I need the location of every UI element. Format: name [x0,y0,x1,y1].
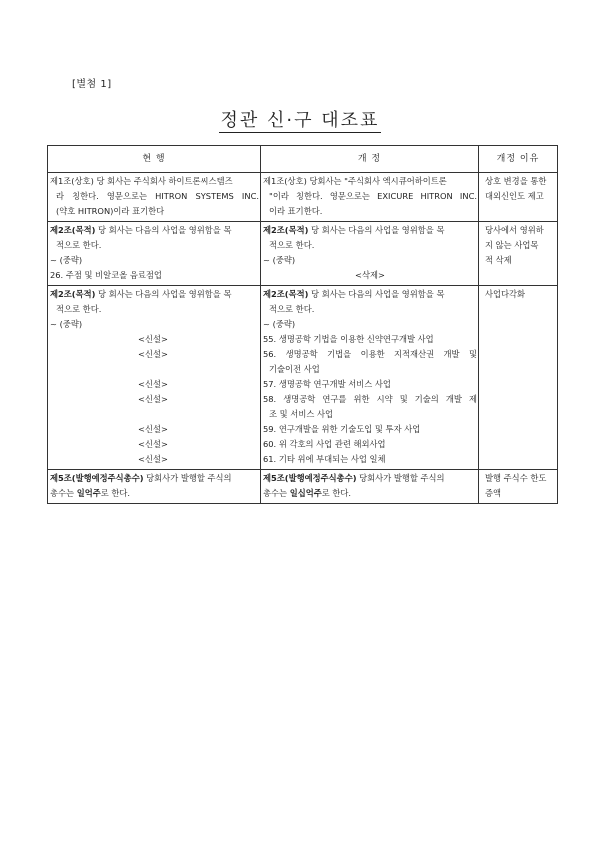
reason-text: 사업다각화 [485,289,526,299]
revised-text: 당회사가 발행할 주식의 [356,473,445,483]
current-cell [48,286,261,470]
omission-text: ~ (중략) [263,255,296,265]
deleted-label: <삭제> [355,270,385,280]
attachment-label: [별첨 1] [72,79,112,90]
current-text: 총수는 [50,488,77,498]
new-label: <신설> [138,379,168,389]
header-revised: 개 정 [261,146,479,173]
reason-cell [479,222,558,286]
list-item: 61. 기타 위에 부대되는 사업 일체 [263,454,386,464]
omission-text: ~ (중략) [50,319,83,329]
revised-text: "이라 칭한다. 영문으로는 EXICURE HITRON INC. [269,191,477,201]
reason-text: 대외신인도 제고 [485,191,544,201]
current-cell [48,222,261,286]
new-label: <신설> [138,424,168,434]
new-label: <신설> [138,439,168,449]
header-reason: 개정 이유 [479,146,558,173]
current-text: 제1조(상호) 당 회사는 주식회사 하이트론씨스템즈 [50,176,233,186]
list-item: 57. 생명공학 연구개발 서비스 사업 [263,379,391,389]
revised-text: 당 회사는 다음의 사업을 영위함을 목 [308,225,445,235]
list-item: 기술이전 사업 [269,364,320,374]
table-row [48,222,558,286]
article-heading: 제2조(목적) [263,225,309,235]
revised-cell [261,173,479,222]
article-heading: 제5조(발행예정주식총수) [50,473,144,483]
article-heading: 제2조(목적) [50,225,96,235]
reason-cell [479,173,558,222]
revised-cell [261,222,479,286]
revised-text: 적으로 한다. [269,304,315,314]
omission-text: ~ (중략) [50,255,83,265]
reason-text: 적 삭제 [485,255,512,265]
reason-text: 발행 주식수 한도 [485,473,547,483]
revised-text: 총수는 [263,488,290,498]
omission-text: ~ (중략) [263,319,296,329]
list-item: 56. 생명공학 기법을 이용한 지적재산권 개발 및 [263,349,477,359]
share-amount: 일십억주 [289,488,322,498]
revised-text: 이라 표기한다. [269,206,323,216]
revised-text: 당 회사는 다음의 사업을 영위함을 목 [308,289,445,299]
current-cell [48,470,261,504]
comparison-table [47,145,558,504]
list-item: 55. 생명공학 기법을 이용한 신약연구개발 사업 [263,334,434,344]
table-row [48,470,558,504]
reason-cell [479,470,558,504]
current-text: 적으로 한다. [56,304,102,314]
page-title [0,106,600,132]
revised-cell [261,470,479,504]
share-amount: 일억주 [76,488,101,498]
current-cell [48,173,261,222]
current-text: (약호 HITRON)이라 표기한다 [56,206,165,216]
current-text: 26. 주점 및 비알코올 음료점업 [50,270,162,280]
reason-text: 당사에서 영위하 [485,225,544,235]
list-item: 58. 생명공학 연구를 위한 시약 및 기술의 개발 제 [263,394,477,404]
title-text: 정관 신·구 대조표 [220,110,380,131]
new-label: <신설> [138,394,168,404]
reason-text: 지 않는 사업목 [485,240,539,250]
revised-text: 로 한다. [321,488,352,498]
revised-text: 적으로 한다. [269,240,315,250]
current-text: 적으로 한다. [56,240,102,250]
article-heading: 제2조(목적) [263,289,309,299]
revised-text: 제1조(상호) 당회사는 "주식회사 엑시큐어하이트론 [263,176,447,186]
table-row [48,286,558,470]
current-text: 당회사가 발행할 주식의 [143,473,232,483]
list-item: 조 및 서비스 사업 [269,409,334,419]
current-text: 로 한다. [100,488,131,498]
article-heading: 제5조(발행예정주식총수) [263,473,357,483]
current-text: 당 회사는 다음의 사업을 영위함을 목 [95,289,232,299]
new-label: <신설> [138,349,168,359]
current-text: 라 칭한다. 영문으로는 HITRON SYSTEMS INC. [56,191,259,201]
revised-cell [261,286,479,470]
new-label: <신설> [138,454,168,464]
list-item: 59. 연구개발을 위한 기술도입 및 투자 사업 [263,424,421,434]
header-current: 현 행 [48,146,261,173]
reason-text: 상호 변경을 통한 [485,176,547,186]
table-row [48,173,558,222]
current-text: 당 회사는 다음의 사업을 영위함을 목 [95,225,232,235]
list-item: 60. 위 각호의 사업 관련 해외사업 [263,439,386,449]
header-row [48,146,558,173]
reason-text: 증액 [485,488,502,498]
article-heading: 제2조(목적) [50,289,96,299]
reason-cell [479,286,558,470]
new-label: <신설> [138,334,168,344]
